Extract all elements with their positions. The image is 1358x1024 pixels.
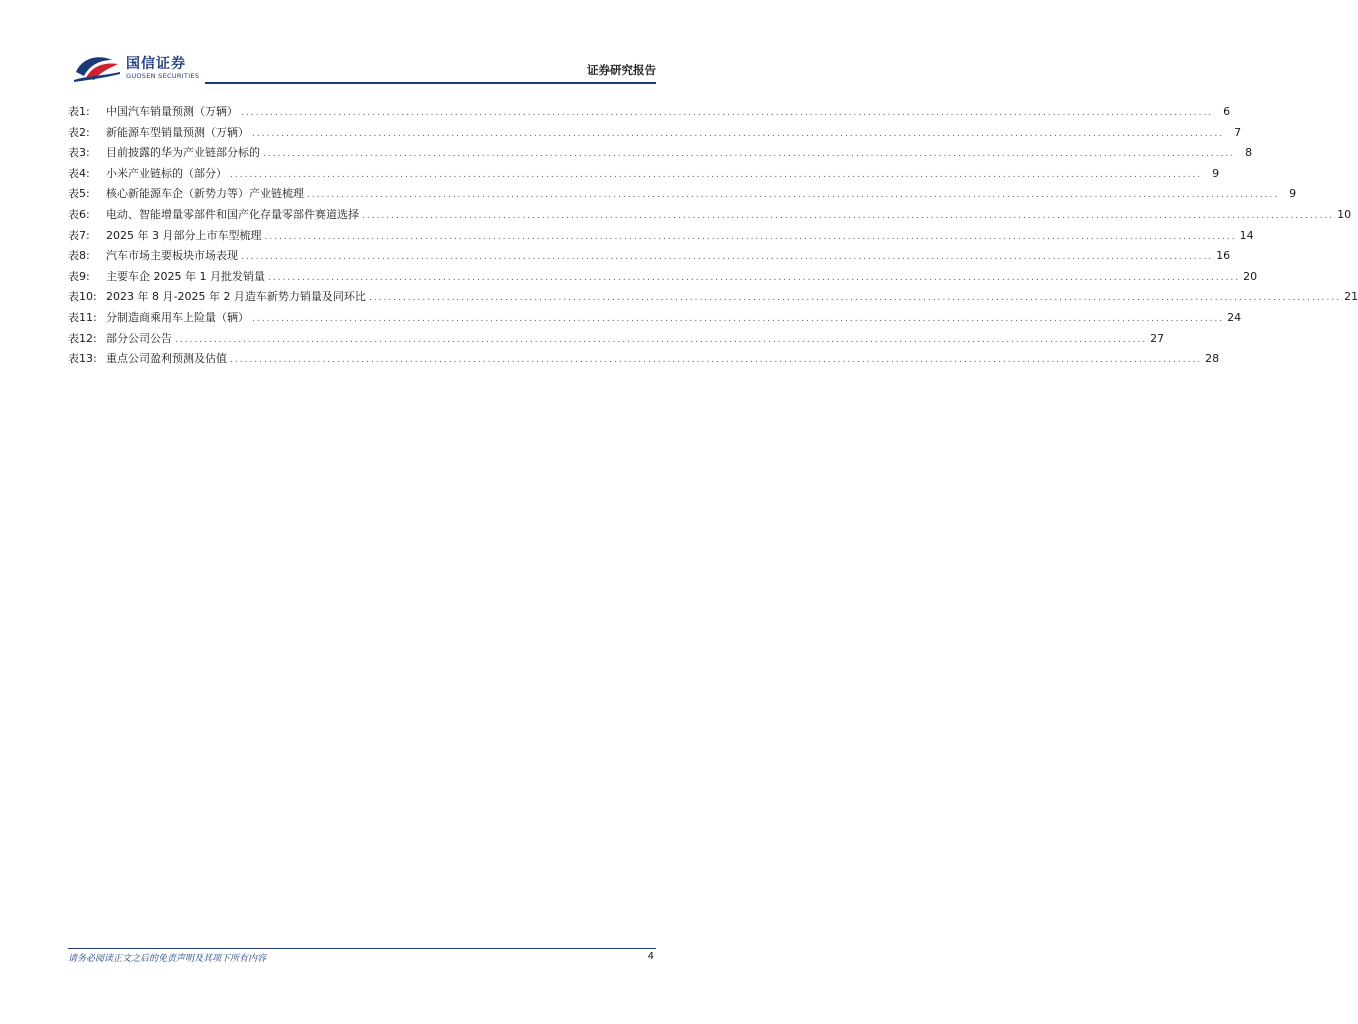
toc-leader-dots: ........................................................................................................................................................................................................	[230, 355, 1203, 366]
toc-entry-title: 主要车企 2025 年 1 月批发销量	[106, 269, 265, 283]
toc-entry[interactable]	[68, 205, 1352, 226]
toc-entry-title: 2023 年 8 月-2025 年 2 月造车新势力销量及同环比	[106, 290, 366, 304]
toc-leader-dots: ........................................................................................................................................................................................................	[264, 231, 1237, 242]
toc-entry[interactable]	[68, 143, 1253, 164]
toc-leader-dots: ........................................................................................................................................................................................................	[241, 108, 1214, 118]
toc-entry-label: 表9:	[68, 269, 90, 283]
toc-leader-dots: ........................................................................................................................................................................................................	[241, 252, 1214, 263]
page-number: 4	[647, 951, 654, 962]
toc-leader-dots: ........................................................................................................................................................................................................	[252, 313, 1225, 324]
toc-entry-title: 汽车市场主要板块市场表现	[106, 249, 238, 263]
toc-entry-label: 表6:	[68, 207, 90, 221]
toc-entry-page: 24	[1227, 310, 1242, 324]
toc-entry-label: 表5:	[68, 187, 90, 201]
toc-entry-label: 表4:	[68, 166, 90, 180]
header-divider	[205, 82, 656, 84]
toc-entry-page: 9	[1212, 166, 1220, 180]
toc-entry-title: 目前披露的华为产业链部分标的	[106, 146, 260, 160]
footer-disclaimer: 请务必阅读正文之后的免责声明及其项下所有内容	[68, 954, 267, 964]
page-header	[0, 0, 724, 90]
toc-entry-title: 电动、智能增量零部件和国产化存量零部件赛道选择	[106, 207, 359, 221]
toc-entry-page: 6	[1223, 105, 1231, 118]
toc-entry-label: 表1:	[68, 105, 90, 118]
toc-entry-title: 中国汽车销量预测（万辆）	[106, 105, 238, 118]
toc-entry[interactable]	[68, 123, 1242, 144]
guosen-logo-icon	[72, 50, 122, 82]
toc-entry-page: 7	[1234, 125, 1242, 139]
toc-entry[interactable]	[68, 164, 1220, 185]
toc-entry-title: 核心新能源车企（新势力等）产业链梳理	[106, 187, 304, 201]
table-of-figures	[68, 102, 1358, 370]
toc-entry-page: 9	[1289, 187, 1297, 201]
toc-entry[interactable]	[68, 246, 1231, 267]
toc-entry-label: 表7:	[68, 228, 90, 242]
toc-entry-page: 28	[1205, 352, 1220, 366]
toc-entry[interactable]	[68, 184, 1297, 205]
guosen-logo	[72, 50, 202, 86]
toc-leader-dots: ........................................................................................................................................................................................................	[307, 190, 1280, 201]
toc-entry-label: 表8:	[68, 249, 90, 263]
toc-entry-title: 部分公司公告	[106, 331, 172, 345]
toc-entry[interactable]	[68, 267, 1258, 288]
toc-leader-dots: ........................................................................................................................................................................................................	[230, 169, 1203, 180]
toc-entry-label: 表13:	[68, 352, 97, 366]
toc-entry[interactable]	[68, 226, 1254, 247]
toc-entry-title: 重点公司盈利预测及估值	[106, 352, 227, 366]
toc-leader-dots: ........................................................................................................................................................................................................	[175, 334, 1148, 345]
toc-entry-page: 20	[1243, 269, 1258, 283]
toc-leader-dots: ........................................................................................................................................................................................................	[368, 293, 1342, 304]
report-type-label: 证券研究报告	[587, 63, 656, 77]
toc-entry-page: 16	[1216, 249, 1231, 263]
toc-entry-page: 8	[1245, 146, 1253, 160]
logo-english-name: GUOSEN SECURITIES	[126, 72, 200, 80]
toc-entry-page: 14	[1239, 228, 1254, 242]
toc-entry-label: 表3:	[68, 146, 90, 160]
toc-entry-title: 小米产业链标的（部分）	[106, 166, 227, 180]
toc-entry-page: 21	[1344, 290, 1358, 304]
toc-entry-label: 表2:	[68, 125, 90, 139]
toc-entry[interactable]	[68, 308, 1242, 329]
toc-entry-page: 27	[1150, 331, 1165, 345]
toc-entry[interactable]	[68, 287, 1358, 308]
toc-entry-label: 表11:	[68, 310, 97, 324]
toc-leader-dots: ........................................................................................................................................................................................................	[267, 272, 1241, 283]
toc-leader-dots: ........................................................................................................................................................................................................	[252, 128, 1225, 139]
toc-entry[interactable]	[68, 102, 1231, 123]
footer-divider	[68, 948, 656, 949]
toc-entry-label: 表10:	[68, 290, 97, 304]
toc-entry-title: 新能源车型销量预测（万辆）	[106, 125, 249, 139]
toc-entry[interactable]	[68, 349, 1220, 370]
toc-entry-page: 10	[1337, 207, 1352, 221]
toc-entry-label: 表12:	[68, 331, 97, 345]
toc-entry-title: 分制造商乘用车上险量（辆）	[106, 310, 249, 324]
toc-entry[interactable]	[68, 329, 1165, 350]
toc-leader-dots: ........................................................................................................................................................................................................	[362, 210, 1335, 221]
toc-leader-dots: ........................................................................................................................................................................................................	[263, 149, 1236, 160]
logo-chinese-name: 国信证券	[126, 56, 186, 72]
toc-entry-title: 2025 年 3 月部分上市车型梳理	[106, 228, 262, 242]
